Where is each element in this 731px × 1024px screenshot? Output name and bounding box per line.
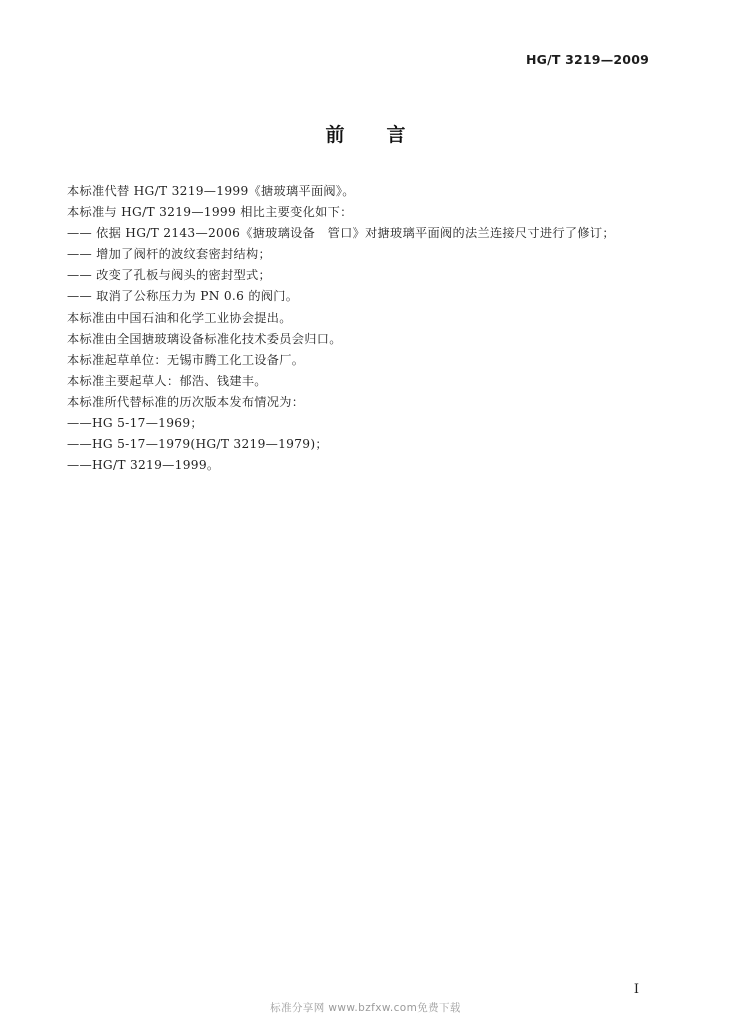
body-line: 本标准所代替标准的历次版本发布情况为：	[67, 394, 305, 409]
list-item: ——HG 5-17—1979(HG/T 3219—1979)；	[67, 437, 328, 452]
list-item: —— 改变了孔板与阀头的密封型式；	[67, 268, 271, 283]
standard-number: HG/T 3219—2009	[525, 52, 649, 67]
list-item: —— 依据 HG/T 2143—2006《搪玻璃设备 管口》对搪玻璃平面阀的法兰连接尺寸进行了修订；	[67, 226, 615, 241]
list-item: —— 增加了阀杆的波纹套密封结构；	[67, 247, 271, 262]
body-line: 本标准起草单位：无锡市腾工化工设备厂。	[67, 352, 305, 367]
page-number: I	[633, 982, 639, 997]
list-item: ——HG 5-17—1969；	[67, 416, 203, 431]
page-title: 前言	[325, 124, 448, 146]
watermark-text: 标准分享网 www.bzfxw.com免费下载	[270, 1002, 461, 1014]
foreword-body	[67, 181, 667, 476]
body-line: 本标准代替 HG/T 3219—1999《搪玻璃平面阀》。	[67, 184, 355, 198]
body-line: 本标准由中国石油和化学工业协会提出。	[67, 310, 292, 325]
body-line: 本标准由全国搪玻璃设备标准化技术委员会归口。	[67, 331, 342, 346]
list-item: —— 取消了公称压力为 PN 0.6 的阀门。	[67, 289, 299, 304]
list-item: ——HG/T 3219—1999。	[67, 458, 220, 473]
body-line: 本标准主要起草人：郁浩、钱建丰。	[67, 373, 267, 388]
body-line: 本标准与 HG/T 3219—1999 相比主要变化如下：	[67, 205, 353, 220]
